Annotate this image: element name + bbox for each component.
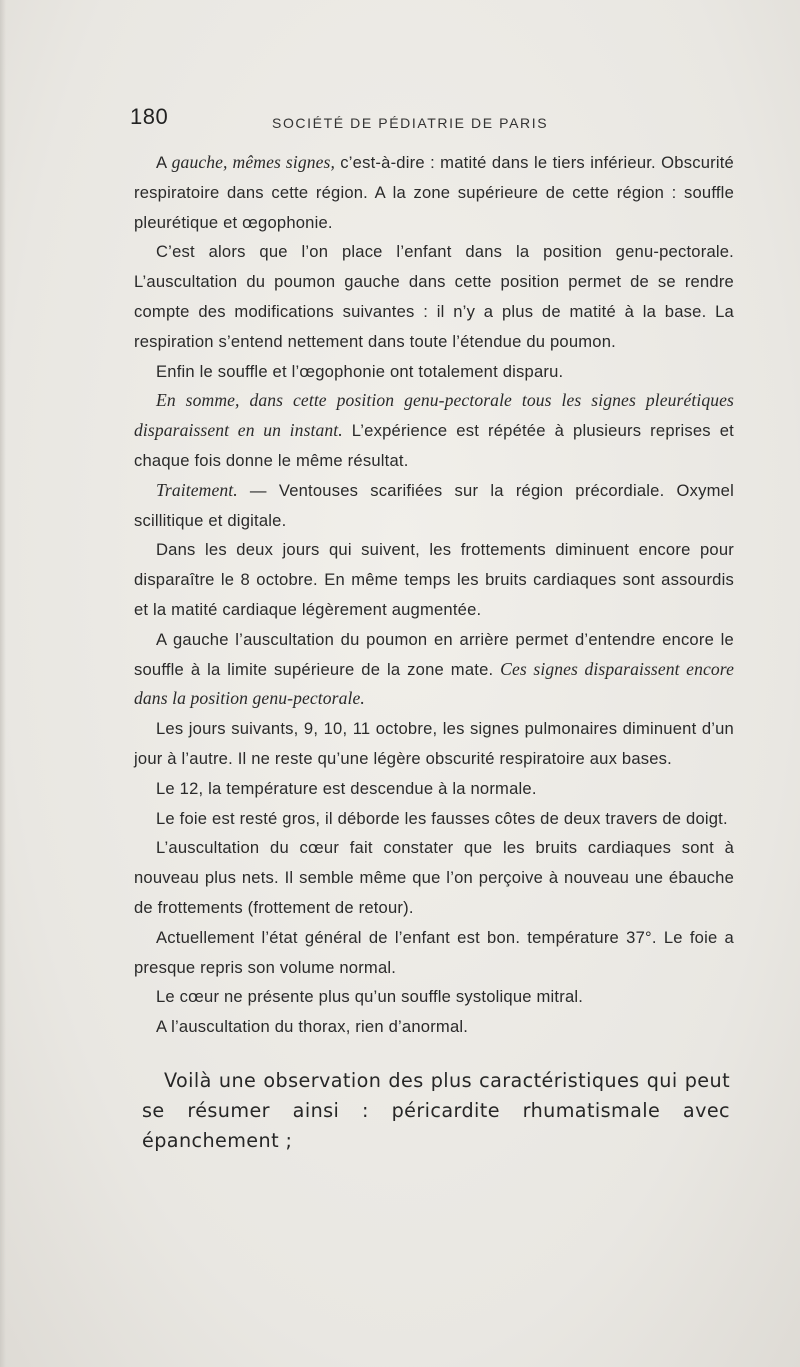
paragraph: Le foie est resté gros, il déborde les fausses côtes de deux travers de doigt. [156, 808, 728, 828]
paragraph: Dans les deux jours qui suivent, les frottements diminuent encore pour disparaître le 8 octobre. En même temps les bruits cardiaques sont assourdis et la matité cardiaque légèrement augmentée. [134, 540, 734, 619]
paragraph: Les jours suivants, 9, 10, 11 octobre, les signes pulmonaires diminuent d’un jour à l’autre. Il ne reste qu’une légère obscurité respiratoire aux bases. [134, 719, 734, 768]
page-edge-shadow [0, 0, 6, 1367]
paragraph: A gauche l’auscultation du poumon en arrière permet d’entendre encore le souffle à la limite supérieure de la zone mate. Ces signes disparaissent encore dans la position genu-pectorale. [134, 629, 734, 709]
page-number: 180 [130, 104, 169, 129]
paragraph: A gauche, mêmes signes, c’est-à-dire : matité dans le tiers inférieur. Obscurité respiratoire dans cette région. A la zone supérieure de cette région : souffle pleurétique et œgophonie. [134, 152, 734, 232]
paragraph: A l’auscultation du thorax, rien d’anormal. [156, 1017, 469, 1037]
closing-text: Voilà une observation des plus caractéristiques qui peut se résumer ainsi : péricardite rhumatismale avec épanchement ; [142, 1069, 730, 1152]
paragraph: C’est alors que l’on place l’enfant dans la position genu-pectorale. L’auscultation du poumon gauche dans cette position permet de se rendre compte des modifications suivantes : il n’y a plus de matité à la base. La respiration s’entend nettement dans toute l’étendue du poumon. [134, 242, 734, 351]
page-header [130, 104, 730, 134]
paragraph: En somme, dans cette position genu-pectorale tous les signes pleurétiques disparaissent en un instant. L’expérience est répétée à plusieurs reprises et chaque fois donne le même résultat. [134, 390, 734, 470]
paragraph: Enfin le souffle et l’œgophonie ont totalement disparu. [156, 361, 564, 381]
paragraph: Traitement. — Ventouses scarifiées sur la région précordiale. Oxymel scillitique et digitale. [134, 479, 734, 530]
paragraph: Actuellement l’état général de l’enfant est bon. température 37°. Le foie a presque repris son volume normal. [134, 927, 734, 977]
paragraph: Le cœur ne présente plus qu’un souffle systolique mitral. [156, 987, 584, 1007]
running-title: SOCIÉTÉ DE PÉDIATRIE DE PARIS [272, 115, 549, 131]
closing-paragraph [142, 1066, 730, 1156]
paragraph: L’auscultation du cœur fait constater que les bruits cardiaques sont à nouveau plus nets. Il semble même que l’on perçoive à nouveau une ébauche de frottements (frottement de retour). [134, 838, 734, 917]
body-text [134, 148, 734, 1042]
paragraph: Le 12, la température est descendue à la normale. [156, 778, 537, 798]
